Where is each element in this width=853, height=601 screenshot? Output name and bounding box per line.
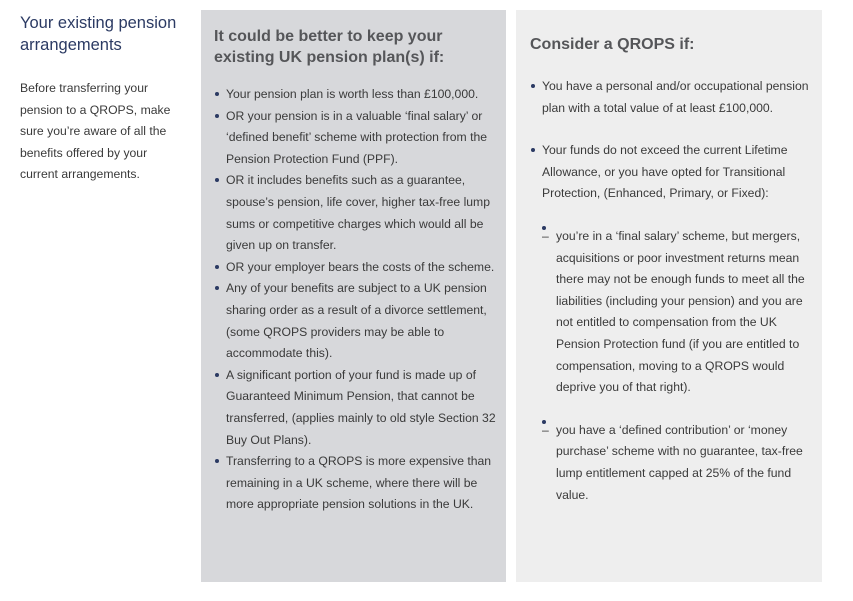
consider-qrops-list: [530, 76, 810, 506]
list-item: A significant portion of your fund is made up of Guaranteed Minimum Pension, that cannot be transferred, (applies mainly to old style Section 32 Buy Out Plans).: [214, 365, 496, 451]
intro-text: Before transferring your pension to a QROPS, make sure you’re aware of all the benefits offered by your current arrangements.: [20, 81, 171, 182]
keep-existing-panel: [201, 10, 506, 582]
list-item: Transferring to a QROPS is more expensive than remaining in a UK scheme, where there will be more appropriate pension solutions in the UK.: [214, 451, 496, 516]
list-item-text: Your funds do not exceed the current Lifetime Allowance, or you have opted for Transitional Protection, (Enhanced, Primary, or Fixed):: [542, 143, 788, 201]
list-item: Any of your benefits are subject to a UK pension sharing order as a result of a divorce settlement, (some QROPS providers may be able to accommodate this).: [214, 278, 496, 364]
keep-existing-list: [214, 84, 496, 516]
intro-section: [20, 12, 185, 186]
list-item: OR your pension is in a valuable ‘final salary’ or ‘defined benefit’ scheme with protection from the Pension Protection Fund (PPF).: [214, 106, 496, 171]
section-title: Your existing pension arrangements: [20, 14, 177, 54]
list-item: Your pension plan is worth less than £100,000.: [214, 84, 496, 106]
list-item: OR it includes benefits such as a guarantee, spouse’s pension, life cover, higher tax-free lump sums or competitive charges which would all be given up on transfer.: [214, 170, 496, 256]
consider-qrops-heading: Consider a QROPS if:: [530, 36, 695, 53]
list-item: [530, 140, 810, 506]
sub-list: [528, 226, 810, 506]
list-item: OR your employer bears the costs of the scheme.: [214, 257, 496, 279]
keep-existing-heading: It could be better to keep your existing UK pension plan(s) if:: [214, 28, 445, 66]
sub-list-item: – you have a ‘defined contribution’ or ‘money purchase’ scheme with no guarantee, tax-free lump entitlement capped at 25% of the fund value.: [528, 420, 810, 506]
consider-qrops-panel: [516, 10, 822, 582]
sub-list-item: – you’re in a ‘final salary’ scheme, but mergers, acquisitions or poor investment returns mean there may not be enough funds to meet all the liabilities (including your pension) and you are not entitled to compensation from the UK Pension Protection fund (if you are entitled to compensation, moving to a QROPS would deprive you of that right).: [528, 226, 810, 399]
list-item: You have a personal and/or occupational pension plan with a total value of at least £100,000.: [530, 76, 810, 119]
